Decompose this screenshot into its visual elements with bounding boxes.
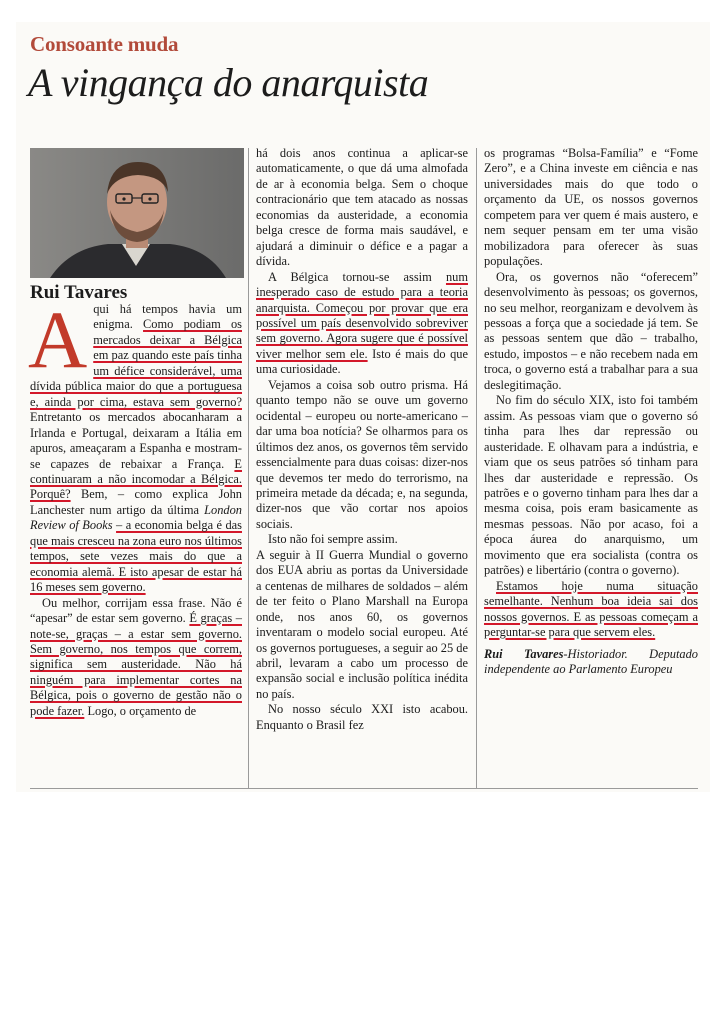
text-run: Ou melhor, corrijam essa frase. Não é “apesar” de estar sem governo.	[30, 595, 242, 626]
paragraph	[28, 294, 242, 596]
author-portrait-image	[30, 148, 244, 278]
paragraph: Vejamos a coisa sob outro prisma. Há quanto tempo não se ouve um governo ocidental – europeu ou norte-americano – dar uma boa notícia? Se olharmos para os últimos dez anos, os governos têm servido essencialmente para duas coisas: dizer-nos que devemos ter medo do terrorismo, na primeira metade da década; e, na segunda, dizer-nos que vão cortar nos apoios sociais.	[256, 377, 468, 531]
column-kicker: Consoante muda	[30, 32, 179, 56]
underlined-text: É graças – note-se, graças – a estar sem governo. Sem governo, nos tempos que correm, significa sem austeridade. Não há ninguém para implementar cortes na Bélgica, pois o governo de gestão não o pode fazer.	[30, 611, 242, 718]
author-name: Rui Tavares	[30, 282, 128, 303]
paragraph: os programas “Bolsa-Família” e “Fome Zero”, e a China investe em ciência e nas universidades mais do que todo o orçamento da UE, os nossos governos competem para ver quem é mais austero, e nem sequer pensam em ter uma visão mobilizadora para oferecer às suas populações.	[484, 146, 698, 269]
underlined-text: Como podiam os mercados deixar a Bélgica em paz quando este país tinha um défice considerável, uma dívida pública maior do que a portuguesa e, ainda por cima, estava sem governo?	[30, 317, 242, 409]
text-run: Logo, o orçamento de	[84, 703, 197, 718]
article-column-3	[484, 146, 698, 677]
article-headline: A vingança do anarquista	[28, 60, 429, 105]
text-run: Bem, – como explica John Lanchester num artigo da última	[30, 487, 242, 517]
publication-title: London Review of Books	[30, 502, 242, 533]
signature-role: -Historiador. Deputado independente ao Parlamento Europeu	[484, 646, 698, 676]
bottom-rule	[30, 788, 698, 789]
paragraph: Ora, os governos não “oferecem” desenvolvimento às pessoas; os governos, no seu melhor, reorganizam e devolvem às pessoas a força que a sociedade já tem. Se as pessoas sentem que dão – trabalho, estudo, impostos – e não recebem nada em troca, o governo está a trabalhar para a sua deslegitimação.	[484, 269, 698, 392]
underlined-text: – a economia belga é das que mais cresceu na zona euro nos últimos tempos, sete vezes mais do que a economia alemã. E isto apesar de estar há 16 meses sem governo.	[30, 518, 242, 595]
paragraph: A seguir à II Guerra Mundial o governo dos EUA abriu as portas da Universidade a centenas de milhares de soldados – além de ter feito o Plano Marshall na Europa onde, nos anos 60, os governos inventaram o modelo social europeu. Até os governos portugueses, a seguir ao 25 de abril, levaram a cabo um processo de expansão social e inclusão política inédita no país.	[256, 547, 468, 701]
author-photo	[30, 148, 244, 278]
paragraph: há dois anos continua a aplicar-se automaticamente, o que dá uma almofada de ar à economia belga. Sem o choque contracionário que tem atacado as nossas economias da austeridade, a economia belga cresce de forma mais saudável, e ajudará a diminuir o défice e a pagar a dívida.	[256, 146, 468, 269]
paragraph: No nosso século XXI isto acabou. Enquanto o Brasil fez	[256, 702, 468, 732]
text-run: Isto é mais do que uma curiosidade.	[256, 346, 468, 377]
newspaper-clipping	[16, 22, 710, 792]
text-run: Entretanto os mercados abocanharam a Irlanda e Portugal, deixaram a Itália em apuros, ameaçaram a Espanha e mostram-se capazes de rebaixar a França.	[30, 410, 242, 471]
paragraph: Isto não foi sempre assim.	[268, 532, 398, 547]
underlined-text: E continuaram a não incomodar a Bélgica.	[30, 456, 242, 486]
signature-name: Rui Tavares	[484, 646, 564, 661]
paragraph	[484, 579, 698, 641]
underlined-text: Estamos hoje numa situação semelhante. Nenhum boa ideia sai dos nossos governos. E as pessoas começam a perguntar-se para que servem eles.	[484, 578, 698, 640]
underlined-text: Porquê?	[30, 487, 71, 502]
underlined-text: num inesperado caso de estudo para a teoria anarquista. Começou por provar que era possível um país desenvolvido sobreviver sem governo. Agora sugere que é possível viver melhor sem ele.	[256, 269, 468, 361]
article-column-2	[256, 146, 468, 733]
author-signature	[484, 647, 698, 678]
text-run: qui há tempos havia um enigma.	[93, 302, 242, 332]
column-divider	[248, 148, 249, 788]
paragraph	[256, 270, 468, 378]
drop-cap: A	[28, 294, 88, 385]
column-divider	[476, 148, 477, 788]
text-run: A Bélgica tornou-se assim	[268, 269, 446, 284]
paragraph	[30, 596, 242, 720]
paragraph: No fim do século XIX, isto foi também assim. As pessoas viam que o governo só tinha para lhes dar repressão ou austeridade. E olhavam para a indústria, e viam que os seus patrões só tinham para lhes dar austeridade e repressão. Os patrões e o governo tinham para lhes dar a mesma coisa, pois eram basicamente as mesmas pessoas. Não por acaso, foi a época áurea do anarquismo, um movimento que era socialista (contra os patrões) e libertário (contra o governo).	[484, 393, 698, 578]
article-column-1	[28, 294, 242, 719]
